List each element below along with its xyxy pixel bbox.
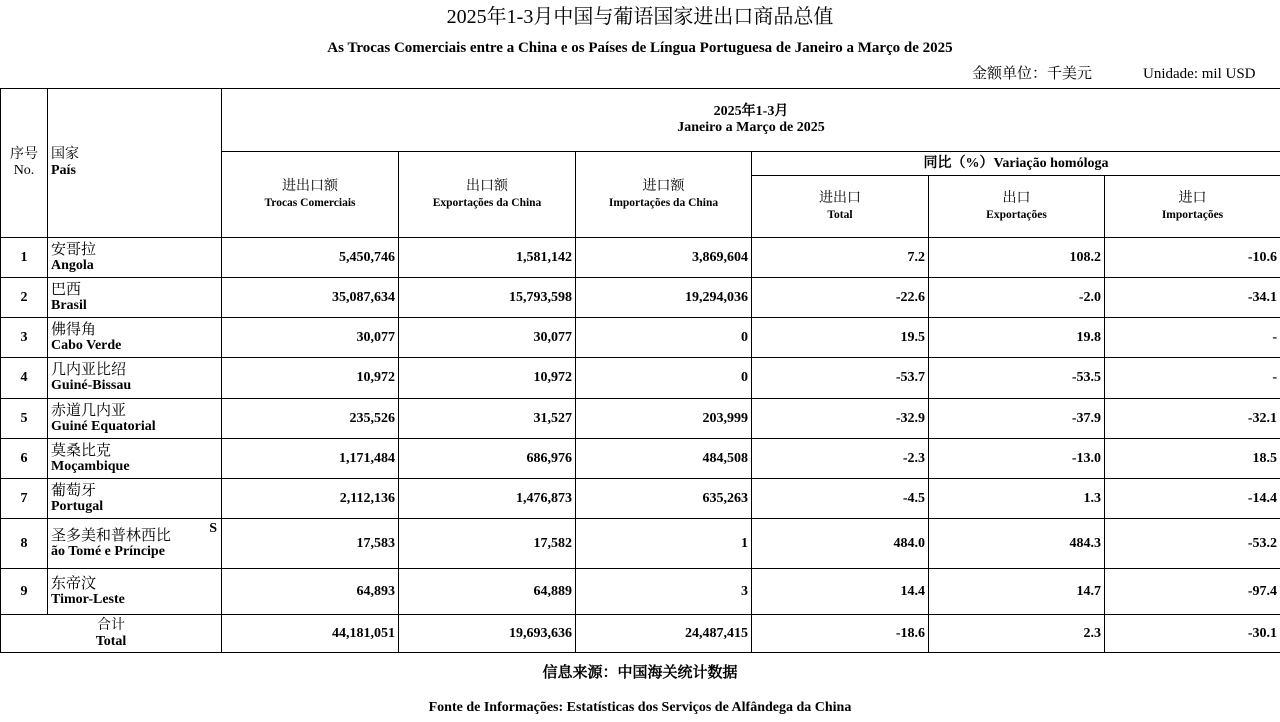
country-pt: Timor-Leste bbox=[51, 591, 125, 607]
header-import-cn: 进口额 bbox=[642, 178, 685, 194]
header-export-cn: 出口额 bbox=[466, 178, 508, 194]
cell-export: 64,889 bbox=[399, 569, 576, 615]
table-row bbox=[1, 238, 1280, 278]
row-no: 6 bbox=[1, 439, 48, 479]
cell-trade: 2,112,136 bbox=[222, 479, 399, 519]
header-yoy-export-cn: 出口 bbox=[1002, 190, 1031, 206]
country-pt: Brasil bbox=[51, 297, 87, 313]
cell-yoy-export: -2.0 bbox=[929, 278, 1105, 318]
cell-yoy-import: -10.6 bbox=[1105, 238, 1280, 278]
cell-export: 1,581,142 bbox=[399, 238, 576, 278]
cell-yoy-import: -32.1 bbox=[1105, 399, 1280, 439]
page-subtitle: As Trocas Comerciais entre a China e os Países de Língua Portuguesa de Janeiro a Março de 2025 bbox=[327, 40, 953, 56]
table-row bbox=[1, 318, 1280, 358]
header-import-pt: Importações da China bbox=[608, 196, 719, 209]
cell-import: 3 bbox=[576, 569, 752, 615]
country-cn: 东帝汶 bbox=[51, 575, 97, 592]
cell-import: 0 bbox=[576, 358, 752, 399]
cell-import: 635,263 bbox=[576, 479, 752, 519]
country-cn: 巴西 bbox=[51, 281, 82, 298]
row-country bbox=[48, 399, 222, 439]
cell-yoy-export: 108.2 bbox=[929, 238, 1105, 278]
cell-export: 17,582 bbox=[399, 519, 576, 569]
cell-yoy-total: 7.2 bbox=[752, 238, 929, 278]
cell-import: 3,869,604 bbox=[576, 238, 752, 278]
header-yoy-export bbox=[929, 176, 1105, 238]
table-row bbox=[1, 399, 1280, 439]
cell-import: 19,294,036 bbox=[576, 278, 752, 318]
header-period-pt: Janeiro a Março de 2025 bbox=[677, 120, 825, 135]
unit-label-cn: 金额单位：千美元 bbox=[972, 66, 1093, 82]
header-import bbox=[576, 152, 752, 238]
header-trade-pt: Trocas Comerciais bbox=[264, 196, 356, 209]
cell-yoy-export: -37.9 bbox=[929, 399, 1105, 439]
source-note-cn: 信息来源：中国海关统计数据 bbox=[542, 663, 738, 681]
cell-trade: 235,526 bbox=[222, 399, 399, 439]
cell-yoy-import: - bbox=[1105, 358, 1280, 399]
header-no bbox=[1, 89, 48, 238]
country-pt: Cabo Verde bbox=[51, 337, 122, 353]
header-yoy-import-cn: 进口 bbox=[1178, 190, 1207, 206]
header-country-cn: 国家 bbox=[51, 147, 79, 162]
cell-export: 30,077 bbox=[399, 318, 576, 358]
cell-import: 203,999 bbox=[576, 399, 752, 439]
country-cn: 几内亚比绍 bbox=[51, 362, 127, 378]
row-no: 3 bbox=[1, 318, 48, 358]
header-no-cn: 序号 bbox=[10, 147, 38, 162]
table-row bbox=[1, 439, 1280, 479]
country-pt: Guiné Equatorial bbox=[51, 418, 156, 434]
row-country bbox=[48, 318, 222, 358]
table-body bbox=[1, 238, 1280, 653]
country-pt: Guiné-Bissau bbox=[51, 378, 132, 393]
country-cn: 佛得角 bbox=[51, 321, 97, 338]
cell-trade: 10,972 bbox=[222, 358, 399, 399]
header-country bbox=[48, 89, 222, 238]
table-header bbox=[1, 89, 1280, 238]
total-yoy-export: 2.3 bbox=[929, 615, 1105, 653]
country-pt: Angola bbox=[51, 257, 94, 273]
row-no: 7 bbox=[1, 479, 48, 519]
table-row bbox=[1, 569, 1280, 615]
cell-yoy-total: 19.5 bbox=[752, 318, 929, 358]
cell-trade: 35,087,634 bbox=[222, 278, 399, 318]
unit-label-pt: Unidade: mil USD bbox=[1143, 66, 1256, 82]
page-title: 2025年1-3月中国与葡语国家进出口商品总值 bbox=[446, 6, 834, 28]
header-yoy-import bbox=[1105, 176, 1280, 238]
header-trade bbox=[222, 152, 399, 238]
header-yoy-total bbox=[752, 176, 929, 238]
country-pt: Portugal bbox=[51, 498, 104, 514]
cell-trade: 1,171,484 bbox=[222, 439, 399, 479]
cell-yoy-import: -97.4 bbox=[1105, 569, 1280, 615]
trade-table bbox=[0, 88, 1280, 653]
cell-yoy-import: -53.2 bbox=[1105, 519, 1280, 569]
cell-trade: 5,450,746 bbox=[222, 238, 399, 278]
cell-export: 31,527 bbox=[399, 399, 576, 439]
header-period bbox=[222, 89, 1280, 152]
row-no: 9 bbox=[1, 569, 48, 615]
total-export: 19,693,636 bbox=[399, 615, 576, 653]
country-pt: ão Tomé e Príncipe bbox=[51, 543, 165, 559]
table-row bbox=[1, 479, 1280, 519]
row-country bbox=[48, 569, 222, 615]
cell-yoy-total: -2.3 bbox=[752, 439, 929, 479]
cell-yoy-import: -34.1 bbox=[1105, 278, 1280, 318]
header-country-pt: País bbox=[51, 163, 76, 178]
country-cn: 赤道几内亚 bbox=[51, 402, 127, 419]
cell-yoy-total: 14.4 bbox=[752, 569, 929, 615]
header-period-cn: 2025年1-3月 bbox=[713, 104, 789, 119]
header-yoy-total-pt: Total bbox=[827, 208, 853, 221]
table-total-row bbox=[1, 615, 1280, 653]
row-no: 1 bbox=[1, 238, 48, 278]
header-export-pt: Exportações da China bbox=[432, 196, 542, 209]
row-country bbox=[48, 278, 222, 318]
source-note-pt: Fonte de Informações: Estatísticas dos Serviços de Alfândega da China bbox=[428, 700, 852, 715]
header-trade-cn: 进出口额 bbox=[282, 178, 338, 194]
row-country bbox=[48, 439, 222, 479]
cell-yoy-total: -22.6 bbox=[752, 278, 929, 318]
header-yoy-import-pt: Importações bbox=[1161, 208, 1224, 221]
cell-export: 1,476,873 bbox=[399, 479, 576, 519]
header-no-pt: No. bbox=[13, 163, 35, 178]
cell-yoy-import: -14.4 bbox=[1105, 479, 1280, 519]
row-no: 4 bbox=[1, 358, 48, 399]
country-cn: 圣多美和普林西比 bbox=[51, 527, 172, 544]
header-yoy-total-cn: 进出口 bbox=[819, 190, 861, 206]
cell-trade: 64,893 bbox=[222, 569, 399, 615]
cell-yoy-export: 1.3 bbox=[929, 479, 1105, 519]
cell-yoy-total: -4.5 bbox=[752, 479, 929, 519]
total-import: 24,487,415 bbox=[576, 615, 752, 653]
row-no: 5 bbox=[1, 399, 48, 439]
cell-yoy-export: -13.0 bbox=[929, 439, 1105, 479]
country-pt: Moçambique bbox=[51, 458, 130, 474]
cell-yoy-import: - bbox=[1105, 318, 1280, 358]
country-cn: 葡萄牙 bbox=[51, 482, 97, 499]
cell-import: 0 bbox=[576, 318, 752, 358]
table-row bbox=[1, 519, 1280, 569]
total-pt: Total bbox=[95, 633, 127, 649]
total-label bbox=[1, 615, 222, 653]
cell-yoy-total: -32.9 bbox=[752, 399, 929, 439]
row-no: 8 bbox=[1, 519, 48, 569]
row-no: 2 bbox=[1, 278, 48, 318]
row-country bbox=[48, 479, 222, 519]
cell-yoy-export: -53.5 bbox=[929, 358, 1105, 399]
cell-yoy-total: -53.7 bbox=[752, 358, 929, 399]
row-country bbox=[48, 238, 222, 278]
header-yoy-export-pt: Exportações bbox=[986, 208, 1047, 221]
header-yoy: 同比（%）Variação homóloga bbox=[752, 152, 1280, 176]
cell-export: 15,793,598 bbox=[399, 278, 576, 318]
cell-trade: 17,583 bbox=[222, 519, 399, 569]
cell-export: 686,976 bbox=[399, 439, 576, 479]
cell-import: 484,508 bbox=[576, 439, 752, 479]
cell-import: 1 bbox=[576, 519, 752, 569]
country-cn-side: S bbox=[209, 521, 217, 536]
total-cn: 合计 bbox=[97, 617, 125, 633]
total-yoy-total: -18.6 bbox=[752, 615, 929, 653]
cell-trade: 30,077 bbox=[222, 318, 399, 358]
country-cn: 安哥拉 bbox=[51, 241, 97, 258]
cell-export: 10,972 bbox=[399, 358, 576, 399]
cell-yoy-total: 484.0 bbox=[752, 519, 929, 569]
total-trade: 44,181,051 bbox=[222, 615, 399, 653]
cell-yoy-export: 484.3 bbox=[929, 519, 1105, 569]
row-country bbox=[48, 358, 222, 399]
cell-yoy-import: 18.5 bbox=[1105, 439, 1280, 479]
table-row bbox=[1, 358, 1280, 399]
country-cn: 莫桑比克 bbox=[51, 442, 112, 459]
cell-yoy-export: 19.8 bbox=[929, 318, 1105, 358]
total-yoy-import: -30.1 bbox=[1105, 615, 1280, 653]
row-country bbox=[48, 519, 222, 569]
cell-yoy-export: 14.7 bbox=[929, 569, 1105, 615]
table-row bbox=[1, 278, 1280, 318]
header-export bbox=[399, 152, 576, 238]
